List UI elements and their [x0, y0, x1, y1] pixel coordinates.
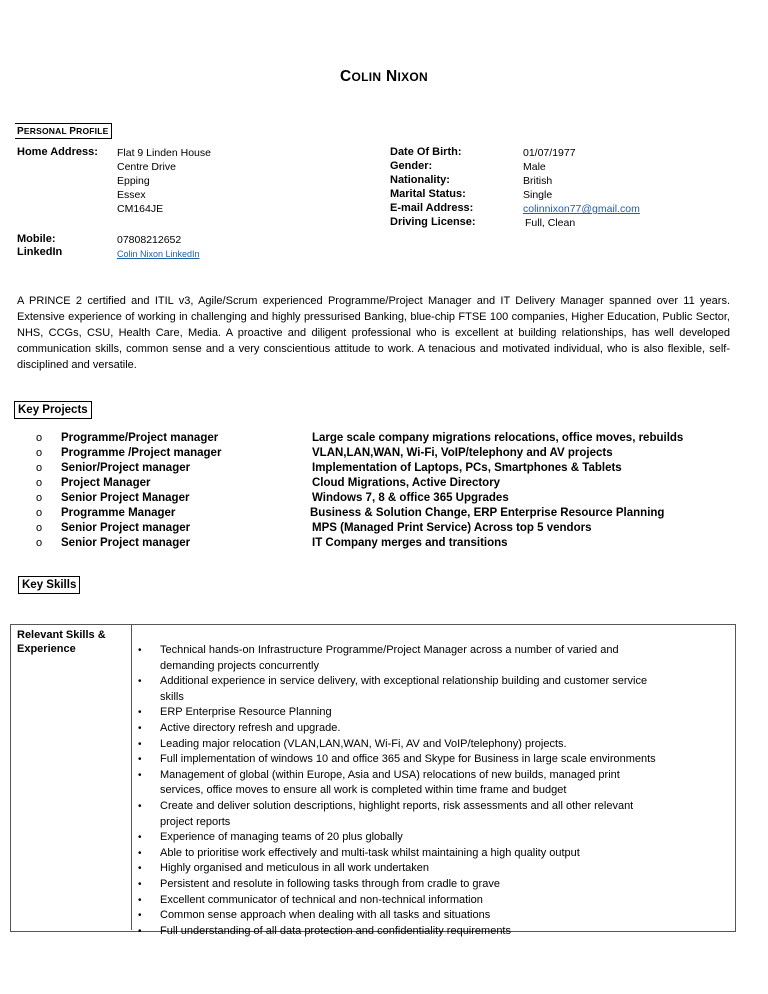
project-description: Implementation of Laptops, PCs, Smartphones & Tablets: [312, 462, 622, 474]
skill-item: demanding projects concurrently: [160, 659, 319, 672]
project-role: Senior Project Manager: [61, 492, 190, 504]
email-label: E-mail Address:: [390, 202, 474, 214]
address-line: Epping: [117, 175, 150, 187]
bullet: o: [36, 477, 43, 489]
driving-license-label: Driving License:: [390, 216, 476, 228]
project-description: IT Company merges and transitions: [312, 537, 508, 549]
bullet: •: [138, 879, 142, 890]
bullet: o: [36, 492, 43, 504]
email-link[interactable]: colinnixon77@gmail.com: [523, 203, 640, 215]
project-description: VLAN,LAN,WAN, Wi-Fi, VoIP/telephony and AV projects: [312, 447, 613, 459]
skill-item: Full understanding of all data protection and confidentiality requirements: [160, 924, 511, 937]
list-item: [0, 446, 768, 461]
project-role: Programme/Project manager: [61, 432, 219, 444]
list-item: [0, 491, 768, 506]
skill-item: Persistent and resolute in following tasks through from cradle to grave: [160, 878, 500, 890]
bullet: •: [138, 910, 142, 922]
bullet: o: [36, 537, 43, 549]
project-description: Business & Solution Change, ERP Enterprise Resource Planning: [310, 507, 665, 519]
list-item: [0, 476, 768, 491]
personal-profile-underline: [15, 138, 111, 139]
list-item: [0, 461, 768, 476]
skill-item: Leading major relocation (VLAN,LAN,WAN, Wi-Fi, AV and VoIP/telephony) projects.: [160, 737, 567, 750]
skill-item: Excellent communicator of technical and non-technical information: [160, 893, 483, 906]
bullet: o: [36, 447, 43, 459]
driving-license-value: Full, Clean: [525, 217, 576, 229]
bullet: •: [138, 676, 142, 688]
skill-item: Common sense approach when dealing with all tasks and situations: [160, 909, 491, 922]
address-line: CM164JE: [117, 203, 164, 215]
project-role: Project Manager: [61, 477, 151, 489]
skill-item: Create and deliver solution descriptions, highlight reports, risk assessments and all other relevant: [160, 800, 634, 812]
mobile-label: Mobile:: [17, 233, 56, 245]
linkedin-link[interactable]: Colin Nixon LinkedIn: [117, 249, 200, 259]
bullet: •: [138, 707, 142, 719]
bullet: •: [138, 847, 142, 859]
skill-item: services, office moves to ensure all work is completed within time frame and budget: [160, 784, 567, 797]
bullet: o: [36, 432, 43, 444]
address-line: Essex: [117, 189, 146, 201]
project-role: Programme /Project manager: [61, 447, 222, 459]
project-role: Senior/Project manager: [61, 462, 191, 474]
project-description: Windows 7, 8 & office 365 Upgrades: [312, 492, 509, 504]
skill-item: Active directory refresh and upgrade.: [160, 722, 341, 734]
skill-item: skills: [160, 690, 184, 703]
gender-value: Male: [523, 161, 546, 173]
project-role: Senior Project manager: [61, 537, 191, 549]
skill-item: ERP Enterprise Resource Planning: [160, 706, 332, 719]
mobile-value: 07808212652: [117, 234, 182, 246]
skills-row-label-line: Experience: [17, 643, 76, 655]
bullet: o: [36, 522, 43, 534]
list-item: [0, 536, 768, 551]
bullet: •: [138, 769, 142, 781]
bullet: •: [138, 925, 142, 937]
bullet: •: [138, 645, 142, 656]
marital-status-value: Single: [523, 189, 553, 201]
bullet: o: [36, 507, 43, 519]
bullet: •: [138, 894, 142, 906]
dob-value: 01/07/1977: [523, 147, 576, 159]
home-address-label: Home Address:: [17, 146, 98, 158]
gender-label: Gender:: [390, 160, 433, 172]
marital-status-label: Marital Status:: [390, 188, 466, 200]
bullet: •: [138, 832, 142, 844]
skill-item: Additional experience in service delivery, with exceptional relationship building and customer service: [160, 675, 648, 688]
key-projects-heading: Key Projects: [14, 401, 92, 419]
linkedin-label: LinkedIn: [17, 246, 63, 258]
list-item: [0, 506, 768, 521]
skills-row-label-line: Relevant Skills &: [17, 629, 106, 641]
skill-item: Experience of managing teams of 20 plus globally: [160, 831, 403, 844]
dob-label: Date Of Birth:: [390, 146, 462, 158]
bullet: o: [36, 462, 43, 474]
key-skills-heading: Key Skills: [18, 576, 80, 594]
skills-table-divider: [131, 624, 132, 930]
bullet: •: [138, 738, 142, 750]
nationality-label: Nationality:: [390, 174, 450, 186]
project-description: Cloud Migrations, Active Directory: [312, 477, 501, 489]
bullet: •: [138, 863, 142, 875]
list-item: [0, 431, 768, 446]
skill-item: Management of global (within Europe, Asia and USA) relocations of new builds, managed print: [160, 768, 620, 781]
address-line: Flat 9 Linden House: [117, 147, 211, 159]
address-line: Centre Drive: [117, 161, 176, 173]
skill-item: Able to prioritise work effectively and multi-task whilst maintaining a high quality output: [160, 846, 580, 859]
project-role: Programme Manager: [61, 507, 176, 519]
list-item: [0, 521, 768, 536]
skill-item: Technical hands-on Infrastructure Programme/Project Manager across a number of varied and: [160, 644, 619, 656]
key-projects-list: [0, 431, 768, 551]
bullet: •: [138, 723, 142, 734]
profile-summary: A PRINCE 2 certified and ITIL v3, Agile/Scrum experienced Programme/Project Manager and IT Delivery Manager spanned over 11 years. Extensive experience of working in challenging and highly pressurised Banking, blue-chip FTSE 100 companies, Higher Education, Public Sector, NHS, CCGs, CSU, Health Care, Media. A proactive and diligent professional who is excellent at building relationships, has well developed communication skills, common sense and a very conscientious attitude to work. A tenacious and motivated individual, who is also flexible, self-disciplined and versatile.: [17, 295, 730, 371]
page-title: COLIN NIXON: [339, 68, 429, 85]
skill-item: Full implementation of windows 10 and office 365 and Skype for Business in large scale environments: [160, 753, 656, 766]
project-description: Large scale company migrations relocations, office moves, rebuilds: [312, 432, 684, 444]
personal-profile-heading: PERSONAL PROFILE: [15, 123, 112, 139]
bullet: •: [138, 754, 142, 766]
skills-row-label: [17, 628, 106, 656]
bullet: •: [138, 801, 142, 812]
nationality-value: British: [523, 175, 553, 187]
project-role: Senior Project manager: [61, 522, 191, 534]
project-description: MPS (Managed Print Service) Across top 5 vendors: [312, 522, 592, 534]
skill-item: project reports: [160, 815, 231, 828]
skill-item: Highly organised and meticulous in all work undertaken: [160, 862, 430, 875]
